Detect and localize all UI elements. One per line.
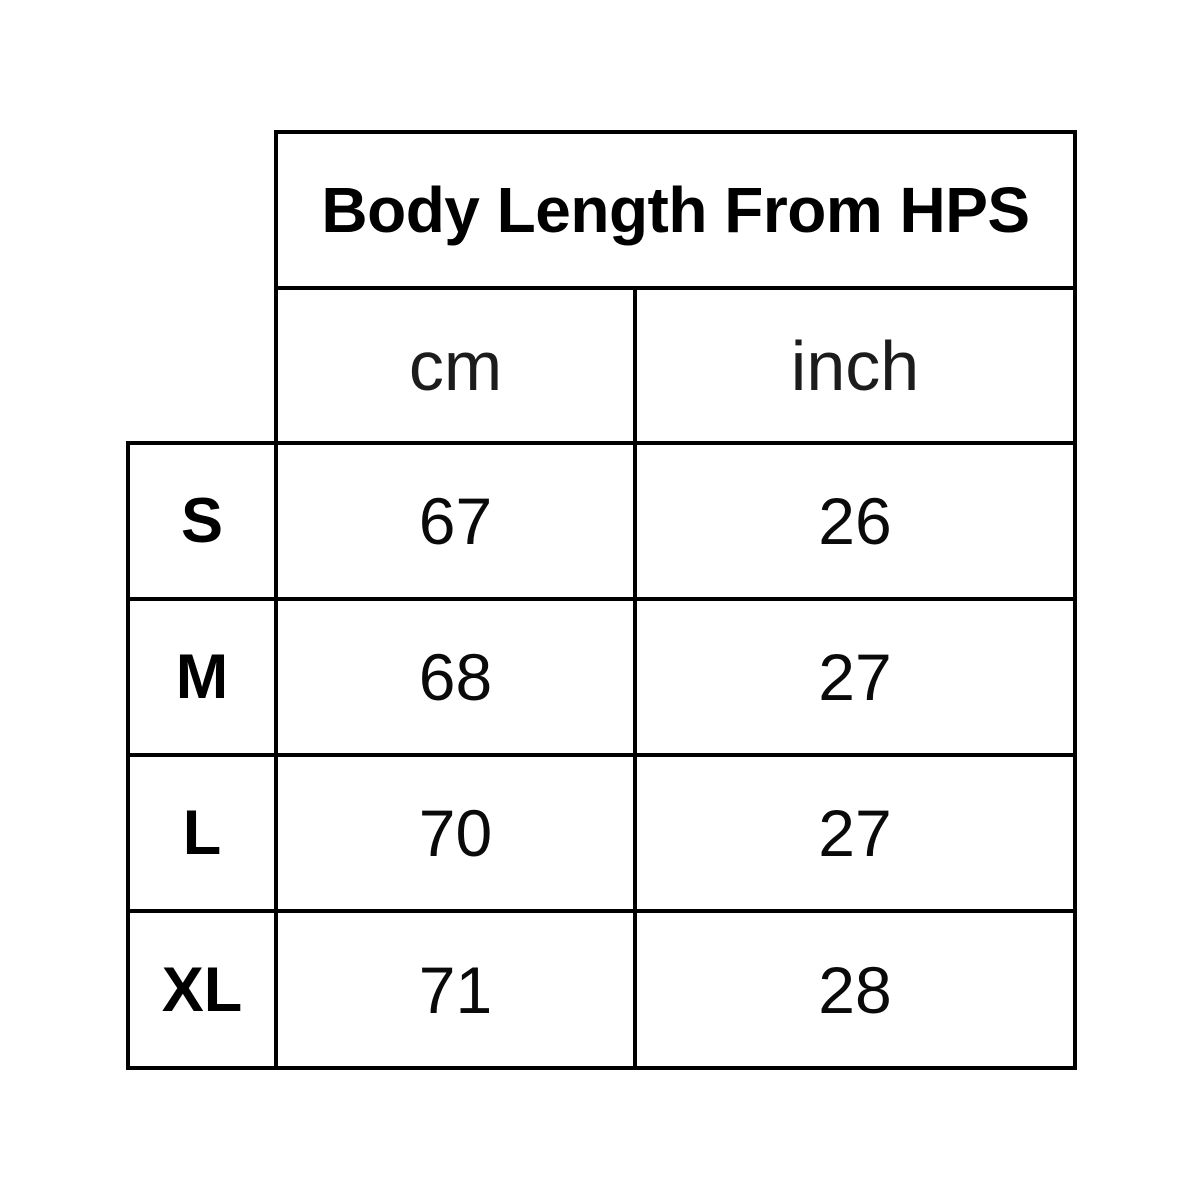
- value-s-cm: 67: [418, 484, 493, 558]
- value-l-cm: 70: [418, 796, 493, 870]
- row-header-xl: XL: [161, 954, 243, 1025]
- value-l-inch: 27: [818, 796, 892, 870]
- table-title: Body Length From HPS: [321, 174, 1030, 246]
- row-header-m: M: [175, 642, 229, 712]
- column-header-cm: cm: [408, 326, 503, 405]
- value-m-inch: 27: [818, 640, 892, 714]
- row-header-s: S: [180, 486, 224, 556]
- value-m-cm: 68: [418, 640, 493, 714]
- row-header-l: L: [182, 798, 222, 868]
- column-header-inch: inch: [790, 326, 920, 405]
- value-xl-inch: 28: [818, 952, 892, 1027]
- value-s-inch: 26: [818, 484, 892, 558]
- value-xl-cm: 71: [418, 952, 493, 1027]
